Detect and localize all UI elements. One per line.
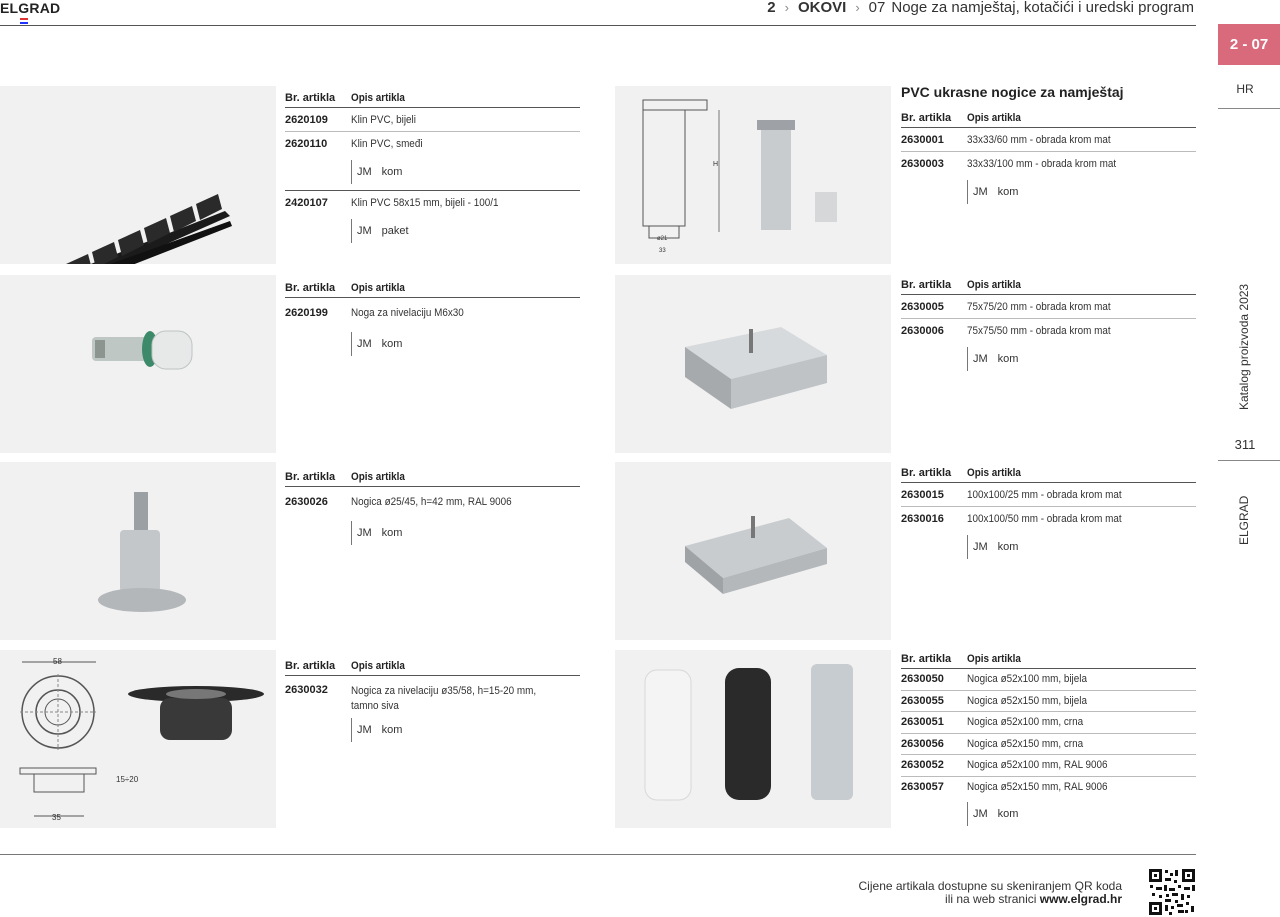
product-image-leveling-disk — [0, 650, 276, 828]
table-header: Br. artikla Opis artikla — [901, 649, 1196, 669]
product-image-round-foot — [0, 462, 276, 640]
product-image-plate-100 — [615, 462, 891, 640]
unit-row: JM kom — [351, 332, 580, 356]
table-row: 2420107 Klin PVC 58x15 mm, bijeli - 100/1 — [285, 197, 499, 209]
breadcrumb-sub-title[interactable]: Noge za namještaj, kotačići i uredski program — [891, 0, 1194, 16]
unit-label: JM — [357, 166, 372, 178]
brand-logo: ELGRAD — [0, 0, 61, 16]
flag-icon — [20, 18, 28, 24]
product-table-wedges — [285, 88, 580, 249]
table-row: 2630001 33x33/60 mm - obrada krom mat — [901, 128, 1196, 152]
brand-vertical: ELGRAD — [1237, 495, 1251, 545]
breadcrumb-sub-number: 07 — [868, 0, 886, 16]
table-row: 2630026 Nogica ø25/45, h=42 mm, RAL 9006 — [285, 496, 512, 508]
dimension-33: 33 — [659, 248, 666, 254]
product-table-leveling-disk — [285, 656, 580, 748]
product-table-round-foot — [285, 467, 580, 551]
unit-value: kom — [381, 166, 403, 178]
table-row: 2630015 100x100/25 mm - obrada krom mat — [901, 483, 1196, 507]
chevron-right-icon: › — [855, 0, 860, 15]
unit-row — [351, 219, 580, 243]
unit-row: JM kom — [351, 718, 580, 742]
table-row: 2630051 Nogica ø52x100 mm, crna — [901, 712, 1196, 734]
table-row: 2630057 Nogica ø52x150 mm, RAL 9006 — [901, 781, 1108, 794]
table-row: 2620199 Noga za nivelaciju M6x30 — [285, 307, 464, 319]
product-table-leveling-foot — [285, 278, 580, 362]
column-header-desc: Opis artikla — [351, 91, 405, 104]
column-header-code: Br. artikla — [285, 91, 336, 104]
header-divider — [0, 25, 1196, 26]
qr-code-icon[interactable] — [1148, 868, 1196, 916]
product-image-leveling-foot — [0, 275, 276, 453]
breadcrumb — [767, 0, 1194, 16]
sidebar-divider — [1218, 460, 1280, 461]
product-table-plate-100 — [901, 463, 1196, 565]
table-header: Br. artikla Opis artikla — [901, 463, 1196, 483]
unit-row: JM kom — [967, 802, 1196, 826]
breadcrumb-chapter-number: 2 — [767, 0, 776, 16]
product-image-plate-75 — [615, 275, 891, 453]
table-header: Br. artikla Opis artikla — [901, 275, 1196, 295]
sidebar-divider — [1218, 108, 1280, 109]
dimension-15-20: 15÷20 — [116, 775, 139, 784]
footer-line-1: Cijene artikala dostupne su skeniranjem QR koda — [858, 879, 1122, 893]
footer-divider — [0, 854, 1196, 855]
page-number: 311 — [1234, 437, 1256, 452]
unit-row — [351, 160, 580, 184]
unit-row: JM kom — [967, 347, 1196, 371]
chapter-tab[interactable]: 2 - 07 — [1218, 24, 1280, 65]
catalog-label: Katalog proizvoda 2023 — [1237, 283, 1251, 410]
table-row: 2620109 Klin PVC, bijeli — [285, 108, 580, 132]
unit-row: JM kom — [967, 180, 1196, 204]
product-image-square-leg — [615, 86, 891, 264]
footer-note — [859, 880, 1122, 906]
table-row: 2630056 Nogica ø52x150 mm, crna — [901, 734, 1196, 756]
website-link[interactable]: www.elgrad.hr — [1039, 892, 1122, 906]
table-row: 2630016 100x100/50 mm - obrada krom mat — [901, 513, 1122, 525]
table-header — [285, 88, 580, 108]
unit-value: paket — [381, 225, 409, 237]
table-row: 2630032 Nogica za nivelaciju ø35/58, h=15-20 mm, tamno siva — [285, 684, 537, 712]
table-row: 2630006 75x75/50 mm - obrada krom mat — [901, 325, 1111, 337]
unit-label: JM — [357, 225, 372, 237]
product-table-plate-75 — [901, 275, 1196, 377]
table-header: Br. artikla Opis artikla — [285, 278, 580, 298]
table-row: 2630050 Nogica ø52x100 mm, bijela — [901, 669, 1196, 691]
section-title: PVC ukrasne nogice za namještaj — [901, 84, 1124, 100]
dimension-58: 58 — [53, 657, 62, 666]
chevron-right-icon: › — [784, 0, 789, 15]
unit-row: JM kom — [967, 535, 1196, 559]
table-row: 2620110 Klin PVC, smeđi — [285, 138, 423, 150]
breadcrumb-section[interactable]: OKOVI — [797, 0, 847, 16]
table-header: Br. artikla Opis artikla — [285, 467, 580, 487]
dimension-h: H — [713, 161, 719, 168]
table-row: 2630005 75x75/20 mm - obrada krom mat — [901, 295, 1196, 319]
footer-line-2: ili na web stranici — [945, 892, 1037, 906]
table-header: Br. artikla Opis artikla — [285, 656, 580, 676]
table-row: 2630055 Nogica ø52x150 mm, bijela — [901, 691, 1196, 713]
language-label: HR — [1236, 82, 1254, 96]
product-table-pvc-legs — [901, 84, 1196, 210]
table-row: 2630052 Nogica ø52x100 mm, RAL 9006 — [901, 755, 1196, 777]
unit-row: JM kom — [351, 521, 580, 545]
table-row: 2630003 33x33/100 mm - obrada krom mat — [901, 158, 1117, 170]
dimension-35: 35 — [52, 813, 61, 822]
product-table-cylinder-legs — [901, 649, 1196, 832]
dimension-21: ø21 — [657, 236, 668, 242]
product-image-wedge — [0, 86, 276, 264]
product-image-cylinder-legs — [615, 650, 891, 828]
table-header: Br. artikla Opis artikla — [901, 108, 1196, 128]
